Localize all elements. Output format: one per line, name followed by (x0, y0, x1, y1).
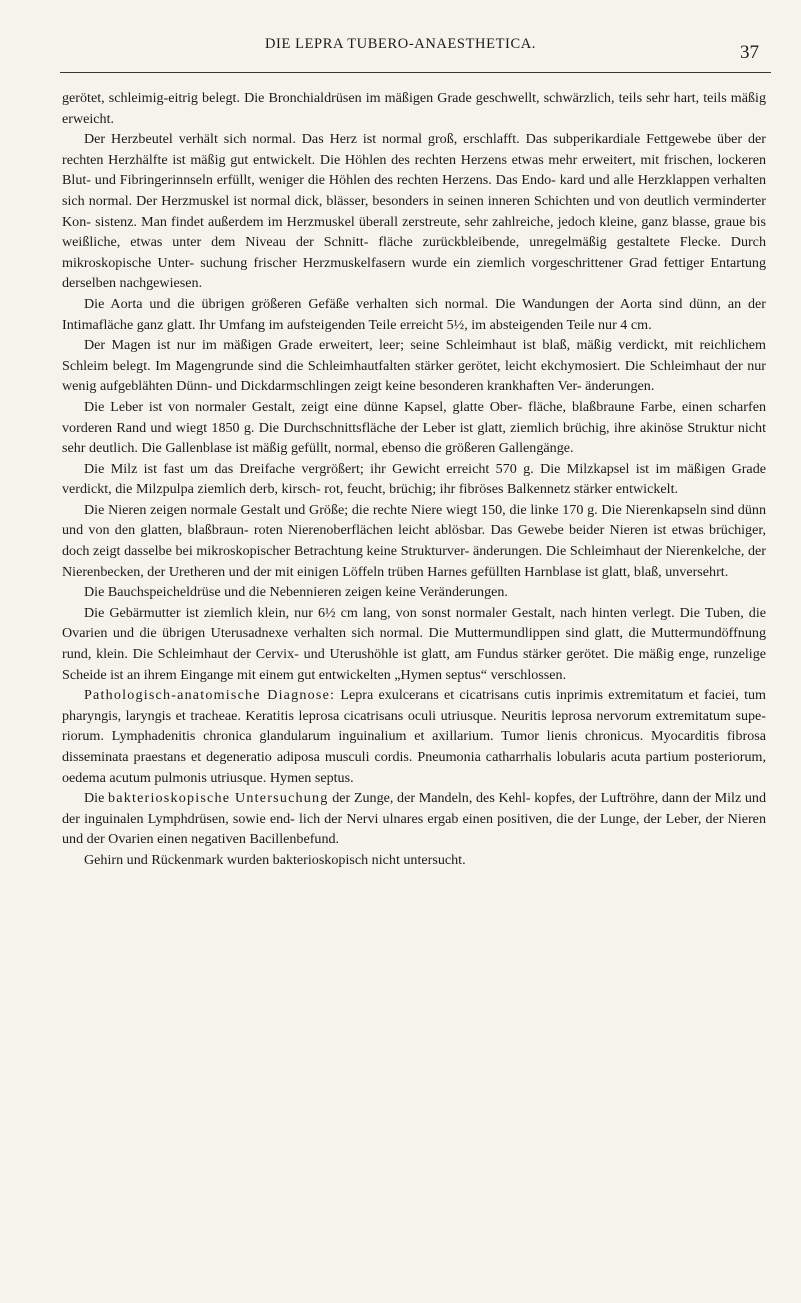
header-rule (60, 72, 771, 73)
diagnosis-paragraph (62, 685, 766, 788)
paragraph: Die Nieren zeigen normale Gestalt und Größe; die rechte Niere wiegt 150, die linke 170 g. Die Nierenkapseln sind dünn und von den glatten, blaßbraun- roten Nierenoberflächen leicht ablösbar. Das Gewebe beider Nieren ist etwas brüchiger, doch zeigt dasselbe bei mikroskopischer Betrachtung keine Strukturver- änderungen. Die Schleimhaut der Nierenkelche, der Nierenbecken, der Uretheren und der mit einigen Löffeln trüben Harnes gefüllten Harnblase ist glatt, blaß, unversehrt. (62, 501, 766, 580)
diagnosis-label: Pathologisch-anatomische Diagnose: (84, 687, 336, 704)
paragraph: Die Gebärmutter ist ziemlich klein, nur 6½ cm lang, von sonst normaler Gestalt, nach hinten verlegt. Die Tuben, die Ovarien und die übrigen Uterusadnexe verhalten sich normal. Die Muttermundlippen sind glatt, die Muttermundöffnung rund, klein. Die Schleimhaut der Cervix- und Uterushöhle ist glatt, am Fundus stärker gerötet. Die mäßig enge, runzelige Scheide ist an ihrem Eingange mit einem gut entwickelten „Hymen septus“ verschlossen. (62, 604, 766, 683)
paragraph: Die Leber ist von normaler Gestalt, zeigt eine dünne Kapsel, glatte Ober- fläche, blaßbraune Farbe, einen scharfen vorderen Rand und wiegt 1850 g. Die Durchschnittsfläche der Leber ist glatt, ziemlich brüchig, ihre akinöse Struktur nicht sehr deutlich. Die Gallenblase ist mäßig gefüllt, normal, ebenso die größeren Gallengänge. (62, 398, 766, 457)
page-header (0, 28, 801, 63)
paragraph: Die Aorta und die übrigen größeren Gefäße verhalten sich normal. Die Wandungen der Aorta sind dünn, an der Intimafläche ganz glatt. Ihr Umfang im aufsteigenden Teile erreicht 5½, im absteigenden Teile nur 4 cm. (62, 295, 766, 333)
diagnosis-text: Lepra exulcerans et cicatrisans cutis inprimis extremitatum et faciei, tum pharyngis, laryngis et tracheae. Keratitis leprosa cicatrisans oculi utriusque. Neuritis leprosa nervorum extremitatum supe- riorum. Lymphadenitis chronica glandularum inguinalium et axillarium. Tumor lienis chronicus. Myocarditis fibrosa disseminata praestans et degeneratio adiposa musculi cordis. Pneumonia catharrhalis lobularis acuta partium posteriorum, oedema acutum pulmonis utriusque. Hymen septus. (62, 687, 766, 786)
paragraph: Die Bauchspeicheldrüse und die Nebennieren zeigen keine Veränderungen. (84, 584, 508, 601)
running-title: DIE LEPRA TUBERO-ANAESTHETICA. (264, 36, 537, 52)
bacteriology-label: bakterioskopische Untersuchung (108, 790, 329, 807)
bacteriology-paragraph (62, 788, 766, 850)
paragraph: Der Magen ist nur im mäßigen Grade erweitert, leer; seine Schleimhaut ist blaß, mäßig verdickt, mit reichlichem Schleim belegt. Im Magengrunde sind die Schleimhautfalten stärker gerötet, leicht ekchymosiert. Die Schleimhaut der nur wenig aufgeblähten Dünn- und Dickdarmschlingen zeigt keine besonderen krankhaften Ver- änderungen. (62, 337, 766, 395)
page-number: 37 (740, 42, 759, 63)
paragraph: Der Herzbeutel verhält sich normal. Das Herz ist normal groß, erschlafft. Das subperikardiale Fettgewebe über der rechten Herzhälfte ist mäßig gut entwickelt. Die Höhlen des rechten Herzens etwas mehr erweitert, mit frischen, lockeren Blut- und Fibringerinnseln erfüllt, weniger die Höhlen des rechten Herzens. Das Endo- kard und alle Herzklappen verhalten sich normal. Der Herzmuskel ist normal dick, blässer, besonders in seinen inneren Schichten und von deutlich verminderter Kon- sistenz. Man findet außerdem im Herzmuskel überall zerstreute, sehr zahlreiche, jedoch kleine, ganz blasse, graue bis weißliche, etwas unter dem Niveau der Schnitt- fläche zurückbleibende, unregelmäßig gestaltete Flecke. Durch mikroskopische Unter- suchung frischer Herzmuskelfasern wurde ein ziemlich vorgeschrittener Grad fettiger Entartung derselben nachgewiesen. (62, 131, 766, 292)
closing-paragraph: Gehirn und Rückenmark wurden bakterioskopisch nicht untersucht. (84, 851, 466, 868)
paragraph: gerötet, schleimig-eitrig belegt. Die Bronchialdrüsen im mäßigen Grade geschwellt, schwärzlich, teils sehr hart, teils mäßig erweicht. (62, 90, 766, 127)
bacteriology-text: der Zunge, der Mandeln, des Kehl- kopfes, der Luftröhre, dann der Milz und der inguinalen Lymphdrüsen, sowie end- lich der Nervi ulnares ergab einen positiven, die der Lunge, der Leber, der Nieren und der Ovarien einen negativen Bacillenbefund. (62, 790, 767, 848)
body-text (62, 88, 766, 871)
bacteriology-prefix: Die (84, 790, 109, 807)
paragraph: Die Milz ist fast um das Dreifache vergrößert; ihr Gewicht erreicht 570 g. Die Milzkapsel ist im mäßigen Grade verdickt, die Milzpulpa ziemlich derb, kirsch- rot, feucht, brüchig; ihr fibröses Balkennetz stärker entwickelt. (62, 460, 766, 498)
